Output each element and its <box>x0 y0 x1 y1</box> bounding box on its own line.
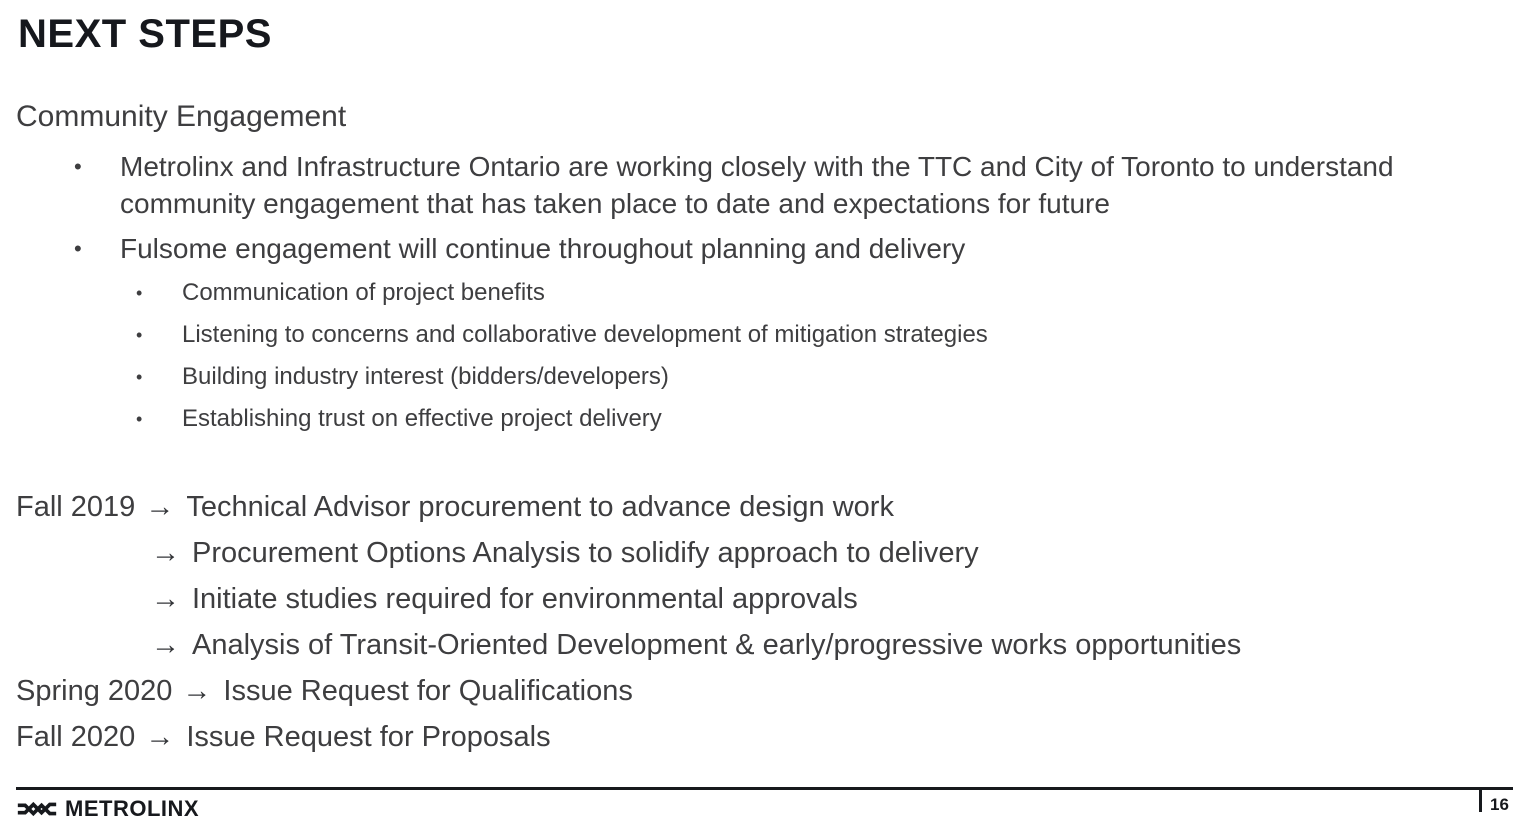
timeline-text: Initiate studies required for environmental approvals <box>192 583 858 615</box>
section-heading: Community Engagement <box>16 100 347 133</box>
metrolinx-logo-text: METROLINX <box>65 796 200 821</box>
bullet-item <box>16 148 1436 222</box>
footer-divider <box>16 787 1513 790</box>
timeline-row <box>16 673 1496 710</box>
arrow-icon: → <box>151 537 180 569</box>
sub-bullet-text: Listening to concerns and collaborative development of mitigation strategies <box>182 321 988 348</box>
arrow-icon: → <box>182 675 212 707</box>
sub-bullet-text: Building industry interest (bidders/developers) <box>182 363 669 390</box>
timeline-label: Spring 2020 <box>16 675 173 707</box>
arrow-icon: → <box>145 721 175 753</box>
page-number-tick <box>1479 790 1482 812</box>
timeline-section <box>16 489 1496 765</box>
timeline-text: Technical Advisor procurement to advance design work <box>186 491 894 523</box>
sub-bullet-item <box>16 405 1436 433</box>
timeline-label: Fall 2019 <box>16 491 136 523</box>
timeline-row <box>16 489 1496 526</box>
bullet-text: Fulsome engagement will continue throughout planning and delivery <box>120 233 966 264</box>
sub-bullet-text: Communication of project benefits <box>182 279 545 306</box>
sub-bullet-list <box>16 279 1436 433</box>
bullet-glyph: • <box>136 283 143 303</box>
sub-bullet-item <box>16 279 1436 307</box>
bullet-item <box>16 230 1436 267</box>
sub-bullet-text: Establishing trust on effective project delivery <box>182 405 662 432</box>
timeline-row <box>16 627 1496 664</box>
slide-title: NEXT STEPS <box>18 12 272 56</box>
timeline-text: Analysis of Transit-Oriented Development & early/progressive works opportunities <box>192 629 1242 661</box>
metrolinx-logo-mark-icon <box>16 796 65 822</box>
timeline-text: Procurement Options Analysis to solidify approach to delivery <box>192 537 979 569</box>
timeline-row <box>16 581 1496 618</box>
bullet-glyph: • <box>136 409 143 429</box>
bullet-text: Metrolinx and Infrastructure Ontario are working closely with the TTC and City of Toronto to understand community engagement that has taken place to date and expectations for future <box>120 151 1394 219</box>
timeline-row <box>16 719 1496 756</box>
bullet-glyph: • <box>136 367 143 387</box>
arrow-icon: → <box>151 583 180 615</box>
bullet-glyph: • <box>74 236 82 261</box>
timeline-text: Issue Request for Qualifications <box>223 675 633 707</box>
sub-bullet-item <box>16 363 1436 391</box>
community-engagement-section <box>16 100 1436 447</box>
bullet-glyph: • <box>136 325 143 345</box>
timeline-row <box>16 535 1496 572</box>
timeline-label: Fall 2020 <box>16 721 136 753</box>
metrolinx-logo <box>16 796 199 822</box>
page-number: 16 <box>1490 795 1509 814</box>
bullet-glyph: • <box>74 154 82 179</box>
arrow-icon: → <box>145 491 175 523</box>
sub-bullet-item <box>16 321 1436 349</box>
arrow-icon: → <box>151 629 180 661</box>
timeline-text: Issue Request for Proposals <box>186 721 551 753</box>
